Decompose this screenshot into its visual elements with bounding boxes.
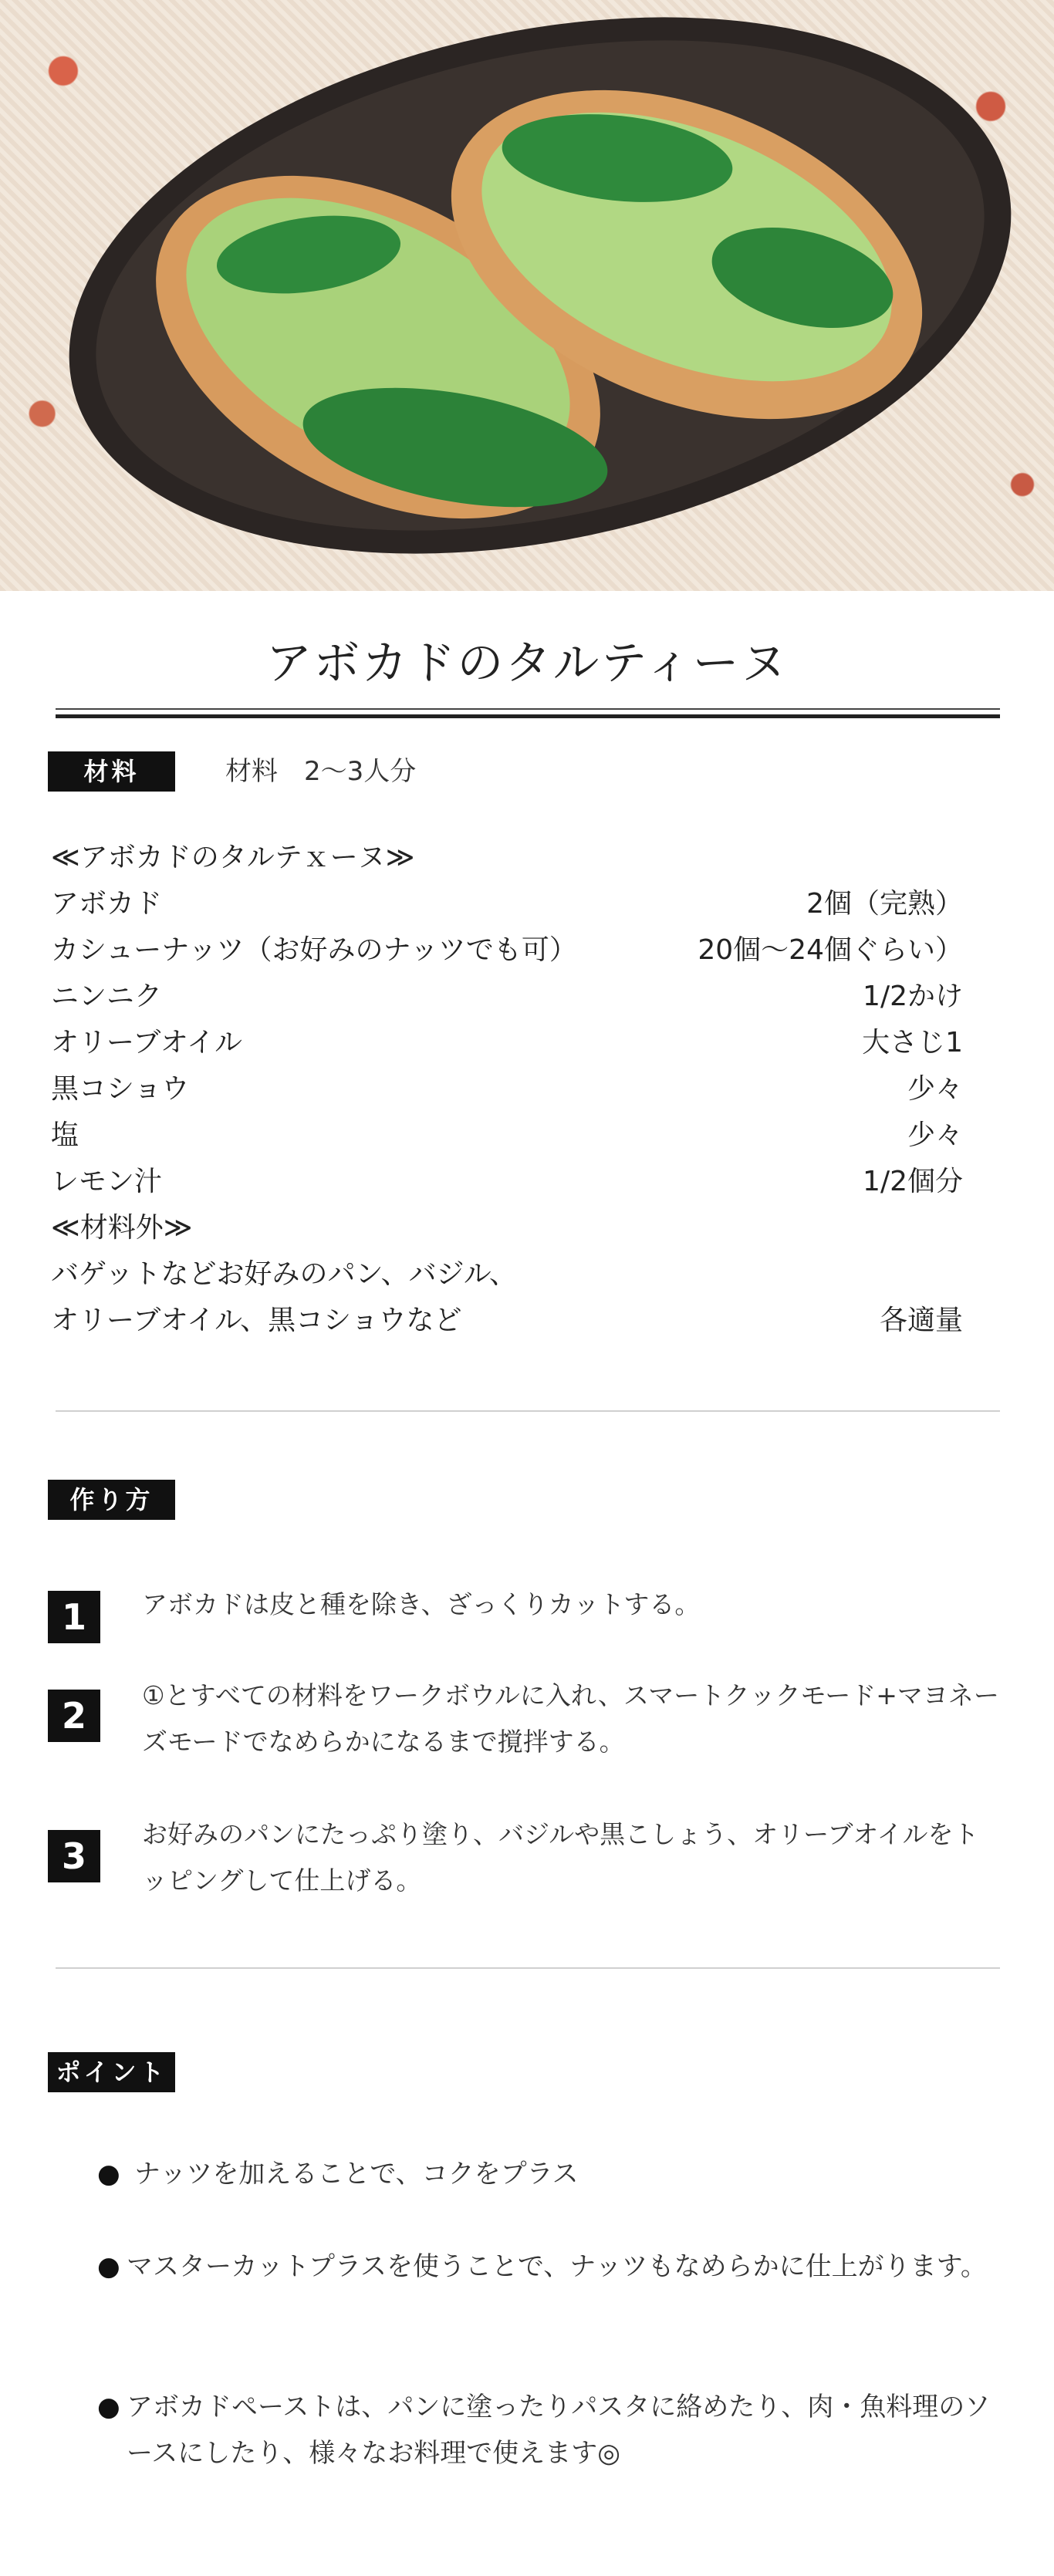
hero-photo: [0, 0, 1054, 591]
point-item: ナッツを加えることで、コクをプラス: [134, 2159, 579, 2189]
extra-ingredient-group-title: ≪材料外≫: [51, 1212, 193, 1244]
ingredient-name: ニンニク: [51, 981, 163, 1012]
ingredient-qty: 大さじ1: [862, 1027, 963, 1058]
step-text: ①とすべての材料をワークボウルに入れ、スマートクックモード+マヨネーズモードでなめらかになるまで撹拌する。: [142, 1680, 999, 1757]
ingredient-name: カシューナッツ（お好みのナッツでも可）: [51, 934, 577, 966]
section-divider: [56, 1410, 1000, 1412]
ingredient-qty: 2個（完熟）: [806, 888, 963, 920]
avocado-toast-illustration: [0, 0, 1054, 591]
point-item: マスターカットプラスを使うことで、ナッツもなめらかに仕上がります。: [127, 2251, 987, 2282]
ingredient-name: アボカド: [51, 888, 163, 920]
ingredients-label: 材料: [48, 751, 175, 792]
ingredient-qty: 1/2かけ: [863, 981, 963, 1012]
recipe-title: アボカドのタルティーヌ: [265, 636, 789, 690]
step-number: 2: [48, 1690, 100, 1742]
method-label: 作り方: [48, 1480, 175, 1520]
ingredient-name: オリーブオイル: [51, 1027, 243, 1058]
ingredient-qty: 少々: [907, 1119, 963, 1151]
ingredient-qty: 少々: [907, 1073, 963, 1105]
step-text: お好みのパンにたっぷり塗り、バジルや黒こしょう、オリーブオイルをトッピングして仕上げる。: [142, 1819, 979, 1896]
ingredient-group-title: ≪アボカドのタルテｘーヌ≫: [51, 842, 415, 873]
step-text: アボカドは皮と種を除き、ざっくりカットする。: [142, 1589, 701, 1619]
ingredient-name: 黒コショウ: [51, 1073, 190, 1105]
bullet-icon: ●: [97, 2392, 120, 2422]
extra-ingredient-line: バゲットなどお好みのパン、バジル、: [51, 1258, 517, 1290]
point-item: アボカドペーストは、パンに塗ったりパスタに絡めたり、肉・魚料理のソースにしたり、様々なお料理で使えます◎: [127, 2392, 991, 2469]
title-underline-thick: [56, 714, 1000, 718]
ingredient-qty: 1/2個分: [863, 1166, 963, 1197]
step-number: 1: [48, 1591, 100, 1643]
extra-ingredient-line: オリーブオイル、黒コショウなど: [51, 1305, 462, 1336]
serving-size: 材料 2～3人分: [225, 756, 417, 787]
title-underline-thin: [56, 708, 1000, 710]
ingredient-name: 塩: [51, 1119, 79, 1151]
ingredient-qty: 20個～24個ぐらい）: [698, 934, 963, 966]
section-divider: [56, 1967, 1000, 1969]
bullet-icon: ●: [97, 2251, 120, 2282]
ingredient-name: レモン汁: [51, 1166, 163, 1197]
bullet-icon: ●: [97, 2159, 120, 2189]
step-number: 3: [48, 1830, 100, 1882]
extra-ingredient-qty: 各適量: [879, 1305, 963, 1336]
points-label: ポイント: [48, 2052, 175, 2092]
